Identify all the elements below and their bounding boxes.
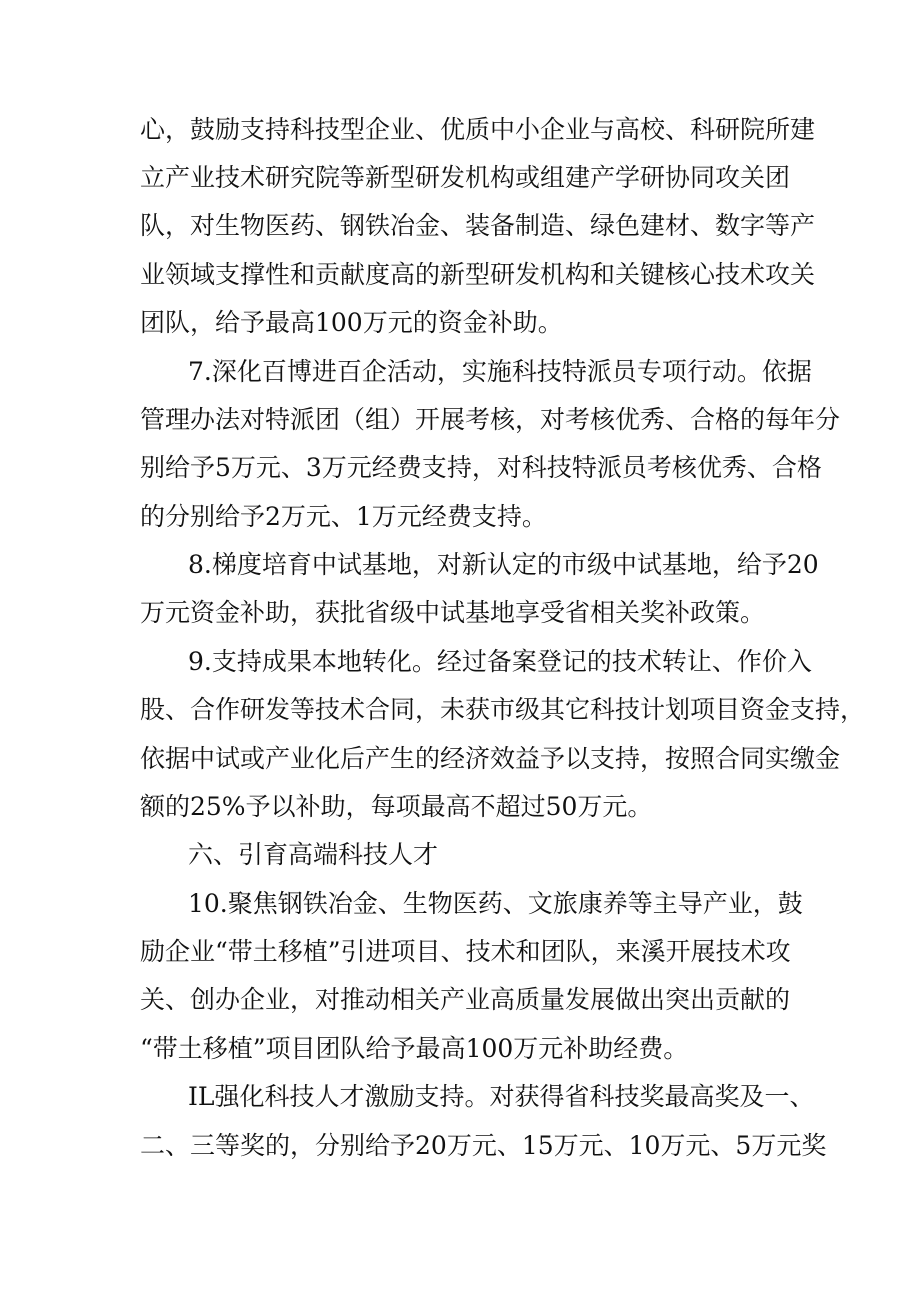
text-line: 队，对生物医药、钢铁冶金、装备制造、绿色建材、数字等产	[140, 211, 816, 240]
paragraph-first-line: 8.梯度培育中试基地，对新认定的市级中试基地，给予20	[188, 550, 819, 579]
text-line: 股、合作研发等技术合同，未获市级其它科技计划项目资金支持，	[140, 695, 866, 724]
paragraph-first-line: 10.聚焦钢铁冶金、生物医药、文旅康养等主导产业，鼓	[188, 889, 803, 918]
text-line: 依据中试或产业化后产生的经济效益予以支持，按照合同实缴金	[140, 744, 841, 773]
text-line: 心，鼓励支持科技型企业、优质中小企业与高校、科研院所建	[140, 115, 816, 144]
text-line: 万元资金补助，获批省级中试基地享受省相关奖补政策。	[140, 598, 766, 627]
text-line: 业领域支撑性和贡献度高的新型研发机构和关键核心技术攻关	[140, 260, 816, 289]
text-line: 管理办法对特派团（组）开展考核，对考核优秀、合格的每年分	[140, 405, 841, 434]
text-line: 关、创办企业，对推动相关产业高质量发展做出突出贡献的	[140, 985, 791, 1014]
paragraph-first-line: IL强化科技人才激励支持。对获得省科技奖最高奖及一、	[188, 1082, 815, 1111]
section-heading: 六、引育高端科技人才	[188, 840, 439, 869]
text-line: 立产业技术研究院等新型研发机构或组建产学研协同攻关团	[140, 163, 791, 192]
text-line: 别给予5万元、3万元经费支持，对科技特派员考核优秀、合格	[140, 453, 822, 482]
text-line: 额的25%予以补助，每项最高不超过50万元。	[140, 792, 653, 821]
text-line: 团队，给予最高100万元的资金补助。	[140, 308, 563, 337]
text-line: 的分别给予2万元、1万元经费支持。	[140, 502, 547, 531]
text-line: “带土移植”项目团队给予最高100万元补助经费。	[140, 1034, 689, 1063]
text-line: 二、三等奖的，分别给予20万元、15万元、10万元、5万元奖	[140, 1131, 827, 1160]
paragraph-first-line: 9.支持成果本地转化。经过备案登记的技术转让、作价入	[188, 647, 812, 676]
paragraph-first-line: 7.深化百博进百企活动，实施科技特派员专项行动。依据	[188, 357, 812, 386]
text-line: 励企业“带土移植”引进项目、技术和团队，来溪开展技术攻	[140, 937, 791, 966]
